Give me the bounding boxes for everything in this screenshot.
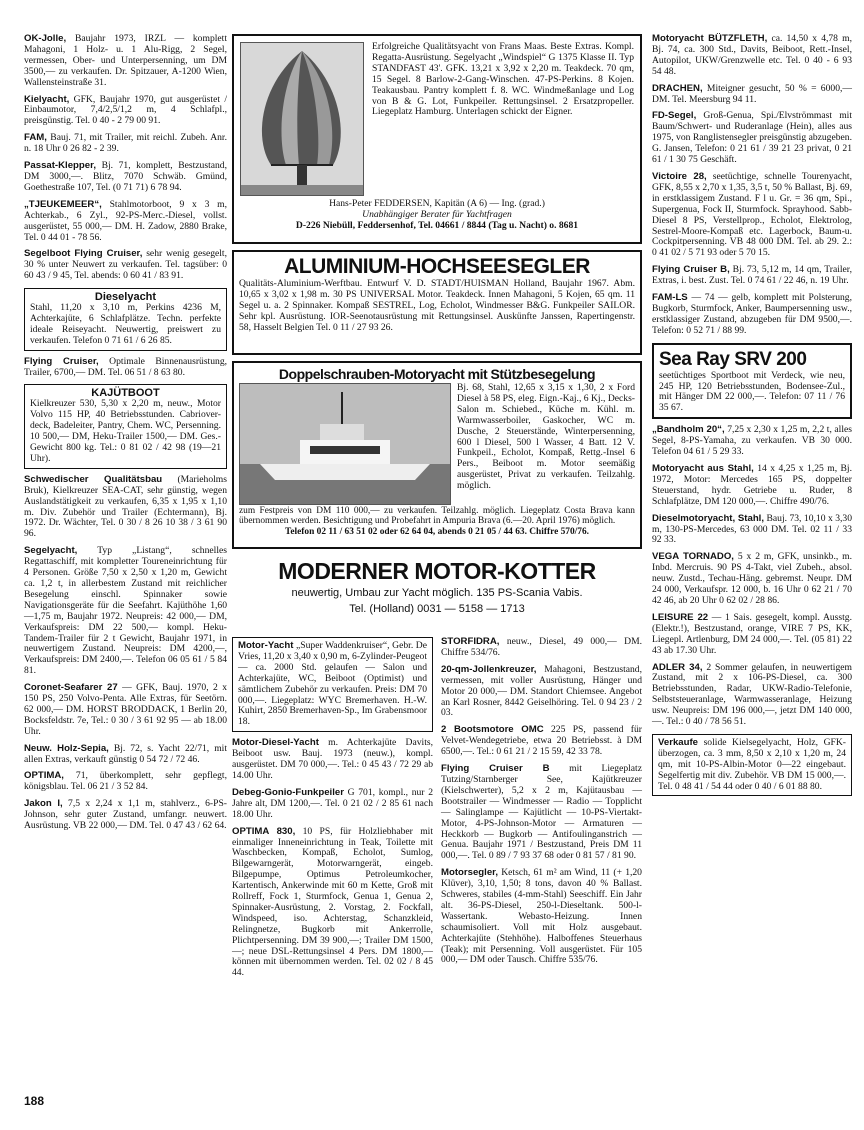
ad-head: Motor-Yacht: [238, 640, 294, 651]
ad-body: Mahagoni, Bestzustand, vermessen, mit voller Ausrüstung, Hänger und Motor 20 000,— DM. Standort Chiemsee. Angebot an Karl Rosner, 8442 Geiselhöring. Tel. 0 94 23 / 2 03.: [441, 663, 642, 719]
ad-head: Passat-Klepper,: [24, 160, 96, 172]
column-left: [24, 34, 227, 838]
ad-dieselyacht: [24, 288, 227, 351]
classified-ad: [232, 637, 433, 732]
ad-head: STORFIDRA,: [441, 636, 500, 647]
classified-ad: [441, 637, 642, 659]
classified-ad: [24, 200, 227, 244]
ad-head: Neuw. Holz-Sepia,: [24, 742, 109, 754]
classified-ad: [24, 475, 227, 540]
ad-body: Bauj. 73, 10,10 x 3,30 m, 130-PS-Mercedes, 63 000 DM. Tel. 02 11 / 33 92 33.: [652, 512, 852, 546]
classified-ad: [441, 725, 642, 758]
ad-motor-kotter: [232, 555, 642, 631]
ad-text: seetüchtiges Sportboot mit Verdeck, wie neu, 245 HP, 120 Betriebsstunden, Bodensee-Zul., mit Hänger DM 22 000,—. Telefon: 07 11 / 76 35 67.: [659, 369, 845, 414]
ad-body: Bauj. 71, mit Trailer, mit reichl. Zubeh. Anr. n. 18 Uhr 0 26 82 - 2 39.: [24, 132, 227, 155]
ad-body: neuw., Diesel, 49 000,— DM. Chiffre 534/76.: [441, 636, 642, 658]
ad-signature: Hans-Peter FEDDERSEN, Kapitän (A 6) — Ing. (grad.): [329, 198, 545, 209]
ad-text-2: zum Festpreis von DM 110 000,— zu verkaufen. Teilzahlg. möglich. Liegeplatz Costa Brava kann übernommen werden. Besichtigung und Probefahrt in Ampuria Brava (6.—20. April 1976) möglich.: [239, 506, 635, 527]
ad-title: Sea Ray SRV 200: [659, 348, 807, 370]
classified-ad: [24, 546, 227, 677]
ad-head: 20-qm-Jollenkreuzer,: [441, 663, 537, 675]
ad-title: Doppelschrauben-Motoryacht mit Stützbesegelung: [278, 366, 596, 382]
classified-ad: [232, 827, 433, 980]
classified-ad: [652, 172, 852, 259]
classified-ad: [652, 663, 852, 728]
ad-text: [658, 738, 846, 793]
classified-ad: [24, 34, 227, 89]
ad-body: Typ „Listang“, schnelles Regattaschiff, mit kompletter Toureneinrichtung für 4 Personen. Größe 7,50 x 2,50 x 1,20 m, Gewicht ca. 1,2 t, in allerbestem Zustand mit reichlicher Besegelung einschl. Spinnaker sowie Navigationsgeräte für die Seefahrt. Kajüthöhe 1,60—1,75 m, Baujahr 1972. Neupreis: 42 000,— DM, Verkaufspreis: DM 22 500,— kompl. Heku-Tandem-Trailer für 2 t Gewicht, Baujahr 1971, in neuwertigem Zustand. Neupreis: DM 4200,—, Verkaufspreis: DM 2400,—. Telefon 06 05 61 / 5 84 81.: [24, 545, 227, 677]
ad-head: Motoryacht aus Stahl,: [652, 463, 754, 474]
ad-text: Bj. 68, Stahl, 12,65 x 3,15 x 1,30, 2 x Ford Diesel à 58 PS, eleg. Eign.-Kaj., 6 Kj., Decks-Salon m. Schiebed., Küche m. Kühl. m. Warmwasserboiler, Gaskocher, WC m. Dusche, 2 Steuerstände, Winterpersenning, 600 l Diesel, 500 l Wasser, 4 Batt. 12 V. Funkpeil., Echolot, Kompaß, Rettg.-Insel 6 Pers., Beiboot m. Motor seemäßig ausgerüstet, Privat zu verkaufen. Teilzahlg. möglich.: [457, 382, 635, 492]
ad-body: 71, überkomplett, sehr gepflegt, königsblau. Tel. 06 21 / 3 52 84.: [24, 770, 227, 793]
ad-body: 14 x 4,25 x 1,25 m, Bj. 1972, Motor: Mercedes 165 PS, doppelter Steuerstand, hydr. Getriebe u. Ruder, 8 Schlafplätze, DM 120 000,—. Chiffre 490/76.: [652, 463, 852, 507]
column-middle: [232, 34, 642, 985]
classified-ad: [652, 552, 852, 607]
ad-head: „Bandholm 20“,: [652, 424, 725, 436]
ad-body: GFK, Baujahr 1970, gut ausgerüstet / Einbaumotor, 7,4/2,5/1,2 m, 4 Schlafpl., preisgünstig. Tel. 0 40 - 2 79 00 91.: [24, 93, 227, 127]
ad-head: FAM,: [24, 132, 47, 144]
classified-ad: [232, 738, 433, 782]
ad-head: LEISURE 22: [652, 611, 709, 623]
ad-body: Baujahr 1973, IRZL — komplett Mahagoni, 1 Holz- u. 1 Alu-Rigg, 2 Segel, vermessen, Ober- und Unterpersenning, um DM 3500,— zu verkaufen. Dr. Spitzauer, A-1200 Wien, Wallensteinstraße 31.: [24, 33, 227, 88]
ad-body: 2 Sommer gelaufen, in neuwertigem Zustand, mit 2 x 106-PS-Diesel, ca. 300 Betriebsstunden, Radar, UKW-Radio-Telefonie, Selbststeueranlage, Warmwasseranlage, Heizung usw. Neupreis: DM 196 000,—, jetzt DM 140 000,—. Tel.: 0 40 / 78 56 51.: [652, 661, 852, 728]
ad-body: G 701, kompl., nur 2 Jahre alt, DM 1200,—. Tel. 0 21 02 / 2 85 61 nach 18.00 Uhr.: [232, 786, 433, 820]
classified-ad: [24, 683, 227, 738]
ad-title: ALUMINIUM-HOCHSEESEGLER: [284, 255, 590, 278]
ad-body: Groß-Genua, Spi./Elvströmmast mit Baum/Schwert- und Ruderanlage (Hein), alles aus 1975, von Ranglistensegler preisgünstig abzugeben. G. Jansen, Telefon: 0 21 61 / 39 21 23 privat, 0 21 61 / 1 30 75 Geschäft.: [652, 110, 852, 166]
ad-text: Kielkreuzer 530, 5,30 x 2,20 m, neuw., Motor Volvo 115 HP, 40 Betriebsstunden. Cabriover-deck, Badeleiter, Pantry, Chem. WC, Persenning. 10 500,— DM, Heku-Trailer 1500,— DM. Ges.-Gewicht 800 kg. Tel.: 0 81 02 / 42 98 (19—21 Uhr).: [30, 398, 221, 464]
ad-head: Dieselmotoryacht, Stahl,: [652, 512, 765, 524]
ad-body: Bj. 72, s. Yacht 22/71, mit allen Extras, verkauft günstig 0 54 72 / 72 46.: [24, 742, 227, 765]
ad-body: 7,5 x 2,24 x 1,1 m, stahlverz., 6-PS-Johnson, sehr guter Zustand, umfangr. neuwert. Ausrüstung. VB 22 000,— DM. Tel. 0 47 43 / 62 64.: [24, 798, 227, 832]
classified-ad: [652, 613, 852, 657]
ad-aluminium: [232, 250, 642, 355]
motoryacht-photo: [239, 383, 451, 505]
ad-body: ca. 14,50 x 4,78 m, Bj. 74, ca. 300 Std., Davits, Beiboot, Rett.-Insel, Autopilot, UKW/Grenzwelle etc. Tel. 0 40 - 6 93 54 48.: [652, 33, 852, 77]
ad-body: — 1 Sais. gesegelt, kompl. Ausstg. (Elektr.!), Bestzustand, orange, VIRE 7 PS, KK, Liegepl. Artlenburg, DM 24 000,—. Tel. (05 81) 22 43 ab 17.30 Uhr.: [652, 611, 853, 656]
ad-signature-role: Unabhängiger Berater für Yachtfragen: [362, 209, 512, 220]
ad-kajuetboot: [24, 384, 227, 468]
ad-body: mit Liegeplatz Tutzing/Starnberger See, Kajütkreuzer (Kielschwerter), 5,2 x 2 m, Kajütausbau — Bootstrailer — Windmesser — Radio — Topplicht — Salinglampe — Kajütlicht — 10-PS-Viertakt-Motor, 4-PS-Johnson-Motor — Armaturen — Heckkorb — Bugkorb — Antifoulinganstrich — Genua. Baujahr 1971 / Bestzustand, Preis DM 11 000,—. Tel. 0 89 / 7 93 37 68 oder 0 81 57 / 81 90.: [441, 763, 642, 862]
ad-head: DRACHEN,: [652, 82, 703, 94]
ad-body: — 74 — gelb, komplett mit Polsterung, Bugkorb, Sturmfock, Anker, Baumpersenning usw., erstklassiger Zustand, abzugeben für DM 9500,—. Telefon: 0 52 71 / 88 99.: [652, 292, 852, 336]
ad-doppelschrauben: [232, 361, 642, 549]
ad-head: Schwedischer Qualitätsbau: [24, 473, 163, 485]
ad-title: KAJÜTBOOT: [91, 387, 160, 400]
ad-title: MODERNER MOTOR-KOTTER: [278, 558, 596, 584]
ad-head: Kielyacht,: [24, 93, 70, 105]
ad-head: Victoire 28,: [652, 170, 707, 182]
ad-signature-address: D-226 Niebüll, Feddersenhof, Tel. 04661 / 8844 (Tag u. Nacht) o. 8681: [295, 220, 579, 231]
ad-body: (Marieholms Bruk), Kielkreuzer SEA-CAT, sehr günstig, wegen Auslandstätigkeit zu verkaufen, 6,35 x 1,95 x 1,10 m. Div. Zubehör und Trailer (Echtermann), Bj. 1972. Dr. Wächter, Tel. 0 30 / 8 26 10 38 / 3 61 90 96.: [24, 473, 227, 540]
ad-head: Segelboot Flying Cruiser,: [24, 248, 143, 260]
classified-ad: [24, 249, 227, 282]
ad-body: Ketsch, 61 m² am Wind, 11 (+ 1,20 Klüver), 3,10, 1,50; 8 tons, davon 40 % Ballast. Schweres, stabiles (4-mm-Stahl) Seeschiff. Ein Jahr alt. 36-PS-Diesel, 250-l-Dieseltank. 500-l-Wassertank. Webasto-Heizung. Innen schaumisoliert. Voll mit Holz ausgebaut. Achterkajüte (Stehhöhe). Halboffenes Steuerhaus (Teak); mit Persenning. Voll ausgerüstet. Für 105 000,— DM oder Tausch. Chiffre 535/76.: [441, 867, 642, 966]
ad-head: FD-Segel,: [652, 110, 697, 122]
column-right: [652, 34, 852, 802]
classified-ad: [24, 133, 227, 155]
classified-ad: [441, 764, 642, 862]
classified-ad: [24, 771, 227, 793]
ad-body: Stahlmotorboot, 9 x 3 m, Achterkab., 6 Zyl., 92-PS-Merc.-Diesel, vollst. ausgerüstet, 55 000,— DM. H. Zadow, 2880 Brake, Tel. 0 44 01 - 78 56.: [24, 198, 227, 243]
ad-head: VEGA TORNADO,: [652, 551, 734, 563]
ad-body: 225 PS, passend für Velvet-Wendegetriebe, etwa 20 Betriebsst. à DM 6500,—. Tel.: 0 61 21 / 2 15 59, 42 33 78.: [441, 724, 642, 758]
classified-ad: [24, 744, 227, 766]
ad-title: Dieselyacht: [94, 291, 157, 304]
ad-text: Qualitäts-Aluminium-Werftbau. Entwurf V. D. STADT/HUISMAN Holland, Baujahr 1967. Abm. 10,65 x 3,02 x 1,98 m. 30 PS UNIVERSAL Motor. Teakdeck. Innen Mahagoni, 5 Kojen, 65 qm. 11 Segel u. a. 2 Spinnaker. Kompaß SESTREL, Log, Echolot, Windmesser B&G. Funkpeiler SAILOR. Sehr kpl. Ausrüstung. IOR-Seenotausrüstung mit Rettungsinsel. Auskünfte Janssen, Rapertingenstr. 58, Hasselt Belgien Tel. 0 11 / 27 93 26.: [239, 278, 635, 333]
ad-body: solide Kielsegelyacht, Holz, GFK-überzogen, ca. 3 mm, 8,50 x 2,10 x 1,20 m, 24 qm, mit 10-PS-Albin-Motor 0—22 eingebaut. Segelfertig mit div. Zubehör. VB DM 15 000,—. Tel. 0 48 41 / 54 44 oder 0 40 / 6 01 88 80.: [658, 736, 846, 792]
classified-ad: [652, 34, 852, 78]
classified-ad: [652, 111, 852, 166]
ad-body: Bj. 71, komplett, Bestzustand, DM 3000,—. Blitz, 7070 Schwäb. Gmünd, Goethestraße 107, Tel. (0 71 71) 6 78 94.: [24, 160, 227, 193]
spinnaker-photo: [240, 42, 364, 196]
ad-head: Motorsegler,: [441, 867, 499, 879]
ad-line: neuwertig, Umbau zur Yacht möglich. 135 PS-Scania Vabis.: [291, 587, 583, 599]
ad-body: Miteigner gesucht, 50 % = 6000,— DM. Tel. Meersburg 94 11.: [652, 82, 852, 105]
ad-head: OPTIMA 830,: [232, 825, 296, 837]
classified-ad: [652, 293, 852, 337]
ad-line: Tel. (Holland) 0031 — 5158 — 1713: [349, 603, 525, 615]
ad-head: Verkaufe: [658, 736, 699, 748]
classified-ad: [24, 357, 227, 379]
classified-ad: [24, 161, 227, 194]
ad-body: 5 x 2 m, GFK, unsinkb., m. Inbd. Mercruis. 90 PS 4-Takt, viel Zubeh., absol. neuw. Zustd., Techau-Häng. gebremst. Neupr. DM 24 000, Verkaufspr. 12 000, b. 16 Uhr 0 62 21 / 70 42 46, ab 20 Uhr 0 62 02 / 28 86.: [652, 551, 852, 606]
classified-ad: [441, 868, 642, 966]
ad-head: Debeg-Gonio-Funkpeiler: [232, 786, 344, 798]
ad-head: ADLER 34,: [652, 661, 703, 673]
ad-head: Flying Cruiser B,: [652, 264, 730, 276]
ad-feddersen: [232, 34, 642, 244]
ad-body: m. Achterkajüte Davits, Beiboot usw. Bauj. 1973 (neuw.), kompl. ausgerüstet. DM 70 000,—. Tel.: 0 45 43 / 72 29 ab 14.00 Uhr.: [232, 737, 433, 781]
classified-ad: [652, 464, 852, 508]
page-number: 188: [24, 1094, 45, 1108]
ad-body: „Super Waddenkruiser“, Gebr. De Vries, 11,20 x 3,40 x 0,90 m, 6-Zylinder-Peugeot — ca. 2000 Std. gelaufen — Salon und Achterkajüte, WC, Beiboot (Optimist) und sämtlichem Zubehör zu verkaufen. Preis: DM 70 000,—. Liegeplatz: WYC Bremerhaven. H.-W. Kuhirt, 2850 Bremerhaven-Sp., Im Grabensmoor 18.: [238, 640, 427, 728]
ad-head: Motor-Diesel-Yacht: [232, 737, 319, 749]
ad-head: Jakon I,: [24, 798, 63, 810]
ad-head: 2 Bootsmotore OMC: [441, 724, 544, 736]
ad-body: Optimale Binnenausrüstung, Trailer, 6700,— DM. Tel. 06 51 / 8 63 80.: [24, 355, 228, 378]
ad-head: Motoryacht BÜTZFLETH,: [652, 33, 768, 44]
classified-ad: [652, 514, 852, 547]
ad-body: 7,25 x 2,30 x 1,25 m, 2,2 t, alles Segel, 8-PS-Yamaha, zu verkaufen. VB 30 000. Telefon 04 61 / 5 29 33.: [652, 424, 852, 458]
ad-head: Flying Cruiser,: [24, 355, 99, 367]
classified-ad: [441, 665, 642, 720]
ad-body: 10 PS, für Holzliebhaber mit einmaliger Inneneinrichtung in Teak, Toilette mit Waschbecken, Kompaß, Echolot, Sumlog, Bilgewarngerät, Motorwarngerät, eingeb. Bilgepumpe, Optimus Petroleumkocher, Kartentisch, Ankerwinde mit 60 m Kette, Groß mit Rollreff, Fock 1, Sturmfock, Genua 1, Genua 2, Spinnaker-Ausrüstung, 2. Vorstag, 2. Fockfall, Windspeed, iso. Achterstag, Schanzkleid, Relingnetze, Bugkorb mit Ankerrolle, Plichtpersenning. DM 39 900,—; Trailer DM 1500,—; neue DSL-Rettungsinsel 4 Pers. DM 1800,— können mit übernommen werden. Tel. 02 02 / 8 45 44.: [232, 825, 433, 979]
ad-head: Coronet-Seafarer 27: [24, 682, 118, 694]
classified-ad: [24, 799, 227, 832]
ad-sea-ray: [652, 343, 852, 420]
ad-body: Bj. 73, 5,12 m, 14 qm, Trailer, Extras, i. best. Zust. Tel. 0 74 61 / 22 46, n. 19 Uhr.: [652, 264, 852, 287]
ad-text: Erfolgreiche Qualitätsyacht von Frans Maas. Beste Extras. Kompl. Regatta-Ausrüstung. Segelyacht „Windspiel“ G 1375 Klasse II. Typ STANDFAST 43'. GFK. 13,21 x 3,92 x 2,20 m. Teakdeck. 70 qm, 15 Segel. 8 Barlow-2-Gang-Winschen. 47-PS-Perkins. 8 Kojen. Teakausbau. Pantry komplett f. 8. WC. Windmeßanlage und Log von B & G. Lot, Funkpeiler. Rettungsinsel. 2 Ersatzpropeller. Liegeplatz Hamburg. Unterlagen schickt der Eigner.: [372, 41, 634, 118]
ad-body: seetüchtige, schnelle Tourenyacht, GFK, 8,55 x 2,70 x 1,35, 3,5 t, 50 % Ballast, Bj. 69, in erstklassigem Zustand. F l u. Gr. = 36 qm, Spi., Supergenua, Fock II, Sturmfock. Sprayhood. Sabb-Diesel 8 PS, Verstellprop., Echolot, Elektrolog, Sestrel-Moore-Kompaß etc. Lagerbock, Baum-u. Cockpitpersenning. VB 48 000 DM. Tel. ab 29. 2.: 0 41 02 / 5 71 93 oder 5 70 15.: [652, 170, 852, 259]
ad-contact: Telefon 02 11 / 63 51 02 oder 62 64 04, abends 0 21 05 / 44 63. Chiffre 570/76.: [284, 526, 589, 537]
ad-body: — GFK, Bauj. 1970, 2 x 150 PS, 250 Volvo-Penta. Alle Extras, für Seetörn. 62 000,— DM. HORST BRODDACK, 1 Berlin 20, Bocksfeldstr. 7e, Tel.: 0 30 / 3 61 92 95 — ab 18.00 Uhr.: [24, 682, 227, 737]
ad-verkaufe: [652, 734, 852, 797]
ad-head: „TJEUKEMEER“,: [24, 198, 102, 210]
ad-head: OPTIMA,: [24, 770, 64, 782]
classified-ad: [652, 84, 852, 106]
ad-body: sehr wenig gesegelt, 30 % unter Neuwert zu verkaufen. Tel. tagsüber: 0 60 43 / 9 45, Tel. abends: 0 60 41 / 83 91.: [24, 248, 227, 282]
ad-text: Stahl, 11,20 x 3,10 m, Perkins 4236 M, Achterkajüte, 6 Schlafplätze. Techn. perfekte ideale Reiseyacht. Neuwertig, preiswert zu verkaufen. Telefon 0 71 61 / 6 26 85.: [30, 302, 221, 346]
ad-head: FAM-LS: [652, 292, 688, 304]
ad-head: Flying Cruiser B: [441, 763, 550, 775]
ad-head: OK-Jolle,: [24, 33, 67, 44]
classified-ad: [24, 95, 227, 128]
middle-subcolumns: [232, 637, 642, 985]
ad-head: Segelyacht,: [24, 545, 78, 557]
classified-ad: [652, 425, 852, 458]
classified-ad: [652, 265, 852, 287]
classified-ad: [232, 788, 433, 821]
